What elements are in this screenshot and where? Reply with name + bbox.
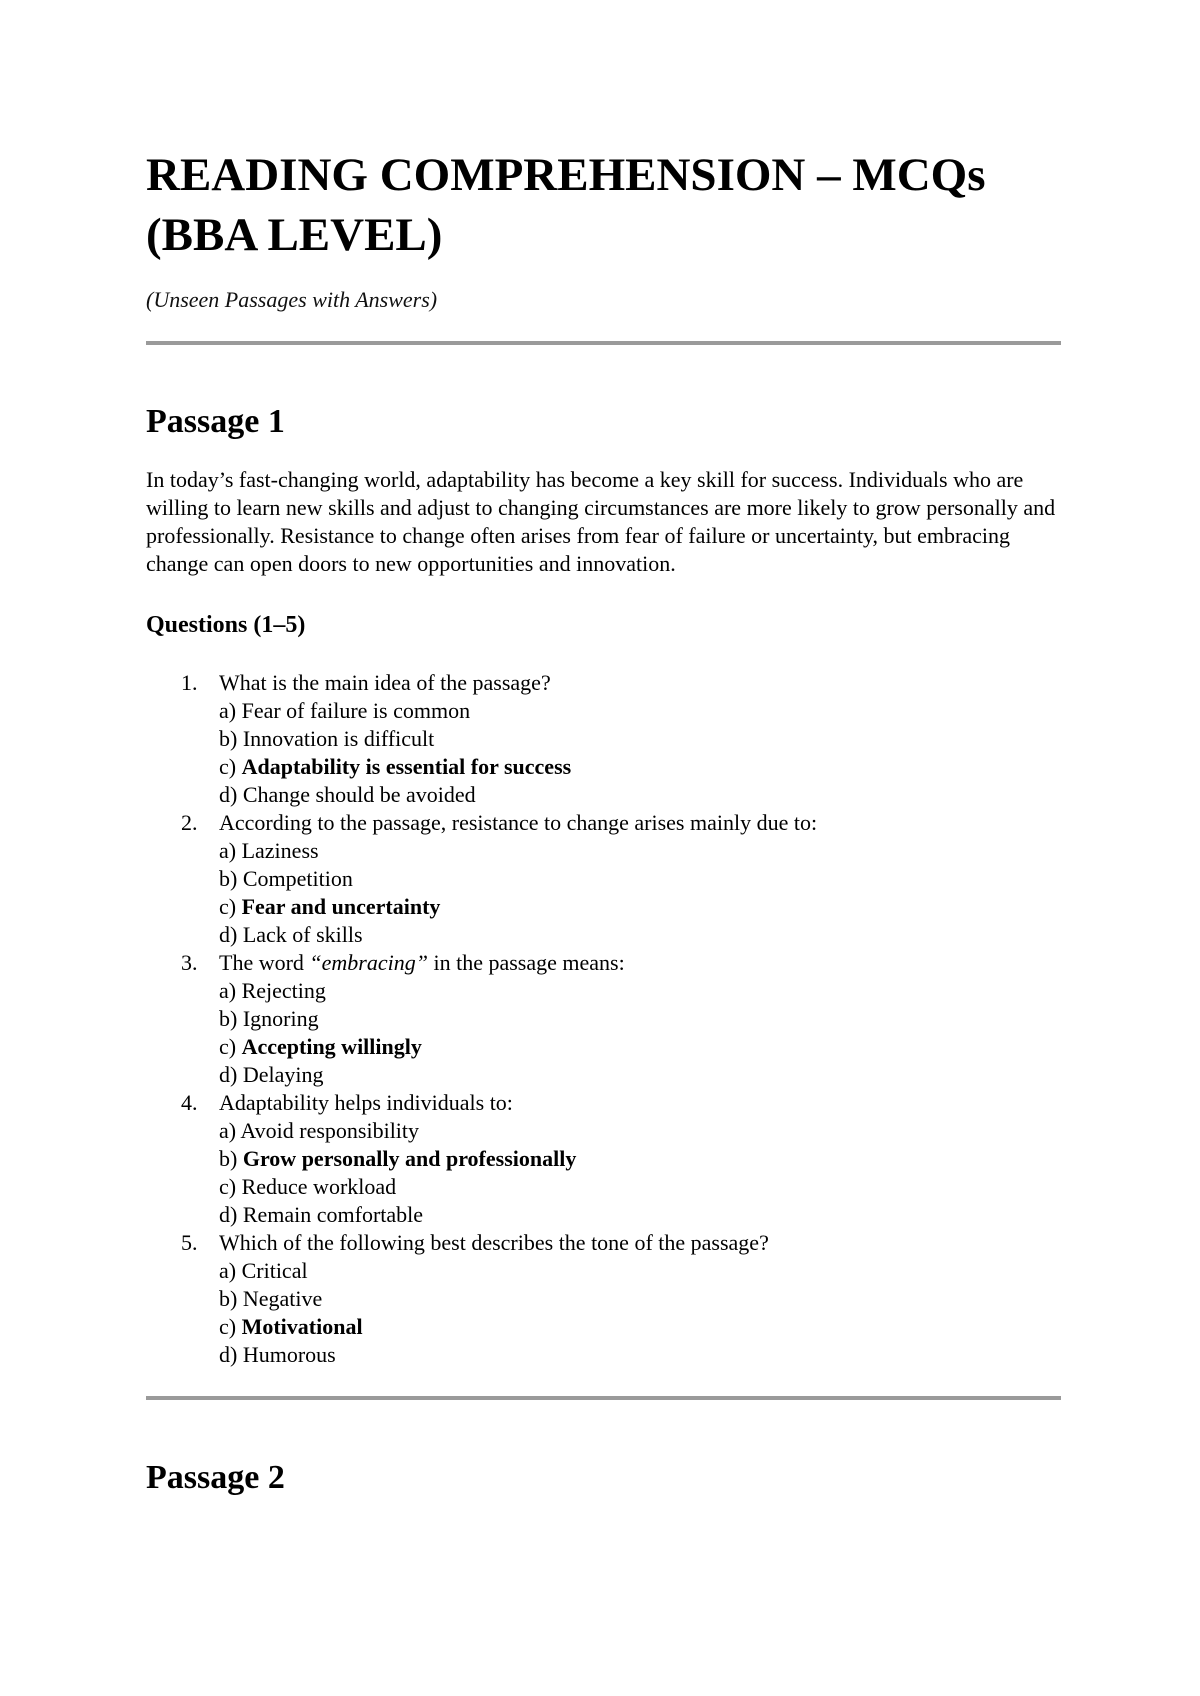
question-number: 2.	[181, 810, 198, 835]
option-b: b) Ignoring	[219, 1006, 319, 1031]
question-number: 4.	[181, 1090, 198, 1115]
option-d: d) Remain comfortable	[219, 1202, 424, 1227]
option-a: a) Rejecting	[219, 978, 326, 1003]
option-b: b) Competition	[219, 866, 353, 891]
question-1	[146, 669, 1061, 809]
passage-2-heading: Passage 2	[146, 1459, 285, 1496]
question-text: What is the main idea of the passage?	[219, 670, 551, 695]
question-3	[146, 949, 1061, 1089]
option-a: a) Critical	[219, 1258, 308, 1283]
option-a: a) Avoid responsibility	[219, 1118, 420, 1143]
passage-1-text: In today’s fast-changing world, adaptability has become a key skill for success. Individuals who are willing to learn new skills and adjust to changing circumstances are more likely to grow personally and professionally. Resistance to change often arises from fear of failure or uncertainty, but embracing change can open doors to new opportunities and innovation.	[146, 467, 1056, 576]
option-b: b) Innovation is difficult	[219, 726, 435, 751]
section-divider	[146, 1396, 1061, 1400]
option-a: a) Fear of failure is common	[219, 698, 471, 723]
option-a: a) Laziness	[219, 838, 319, 863]
quoted-term: “embracing”	[309, 950, 428, 975]
question-text: Which of the following best describes the tone of the passage?	[219, 1230, 769, 1255]
option-d: d) Change should be avoided	[219, 782, 476, 807]
option-c-correct-answer: c) Motivational	[219, 1314, 363, 1339]
question-2	[146, 809, 1061, 949]
question-number: 1.	[181, 670, 198, 695]
question-5	[146, 1229, 1061, 1369]
option-c-correct-answer: c) Accepting willingly	[219, 1034, 422, 1059]
option-d: d) Lack of skills	[219, 922, 363, 947]
option-d: d) Delaying	[219, 1062, 324, 1087]
question-number: 3.	[181, 950, 198, 975]
document-subtitle: (Unseen Passages with Answers)	[146, 287, 438, 312]
option-c: c) Reduce workload	[219, 1174, 397, 1199]
option-d: d) Humorous	[219, 1342, 336, 1367]
option-c-correct-answer: c) Fear and uncertainty	[219, 894, 441, 919]
question-text: Adaptability helps individuals to:	[219, 1090, 513, 1115]
question-text: According to the passage, resistance to change arises mainly due to:	[219, 810, 818, 835]
question-4	[146, 1089, 1061, 1229]
question-list	[146, 669, 1061, 1369]
questions-heading: Questions (1–5)	[146, 612, 306, 638]
option-c-correct-answer: c) Adaptability is essential for success	[219, 754, 572, 779]
question-number: 5.	[181, 1230, 198, 1255]
passage-1-heading: Passage 1	[146, 403, 285, 440]
option-b-correct-answer: b) Grow personally and professionally	[219, 1146, 577, 1171]
document-title: READING COMPREHENSION – MCQs (BBA LEVEL)	[146, 149, 986, 261]
question-text: The word “embracing” in the passage means:	[219, 950, 625, 975]
section-divider	[146, 341, 1061, 345]
option-b: b) Negative	[219, 1286, 323, 1311]
